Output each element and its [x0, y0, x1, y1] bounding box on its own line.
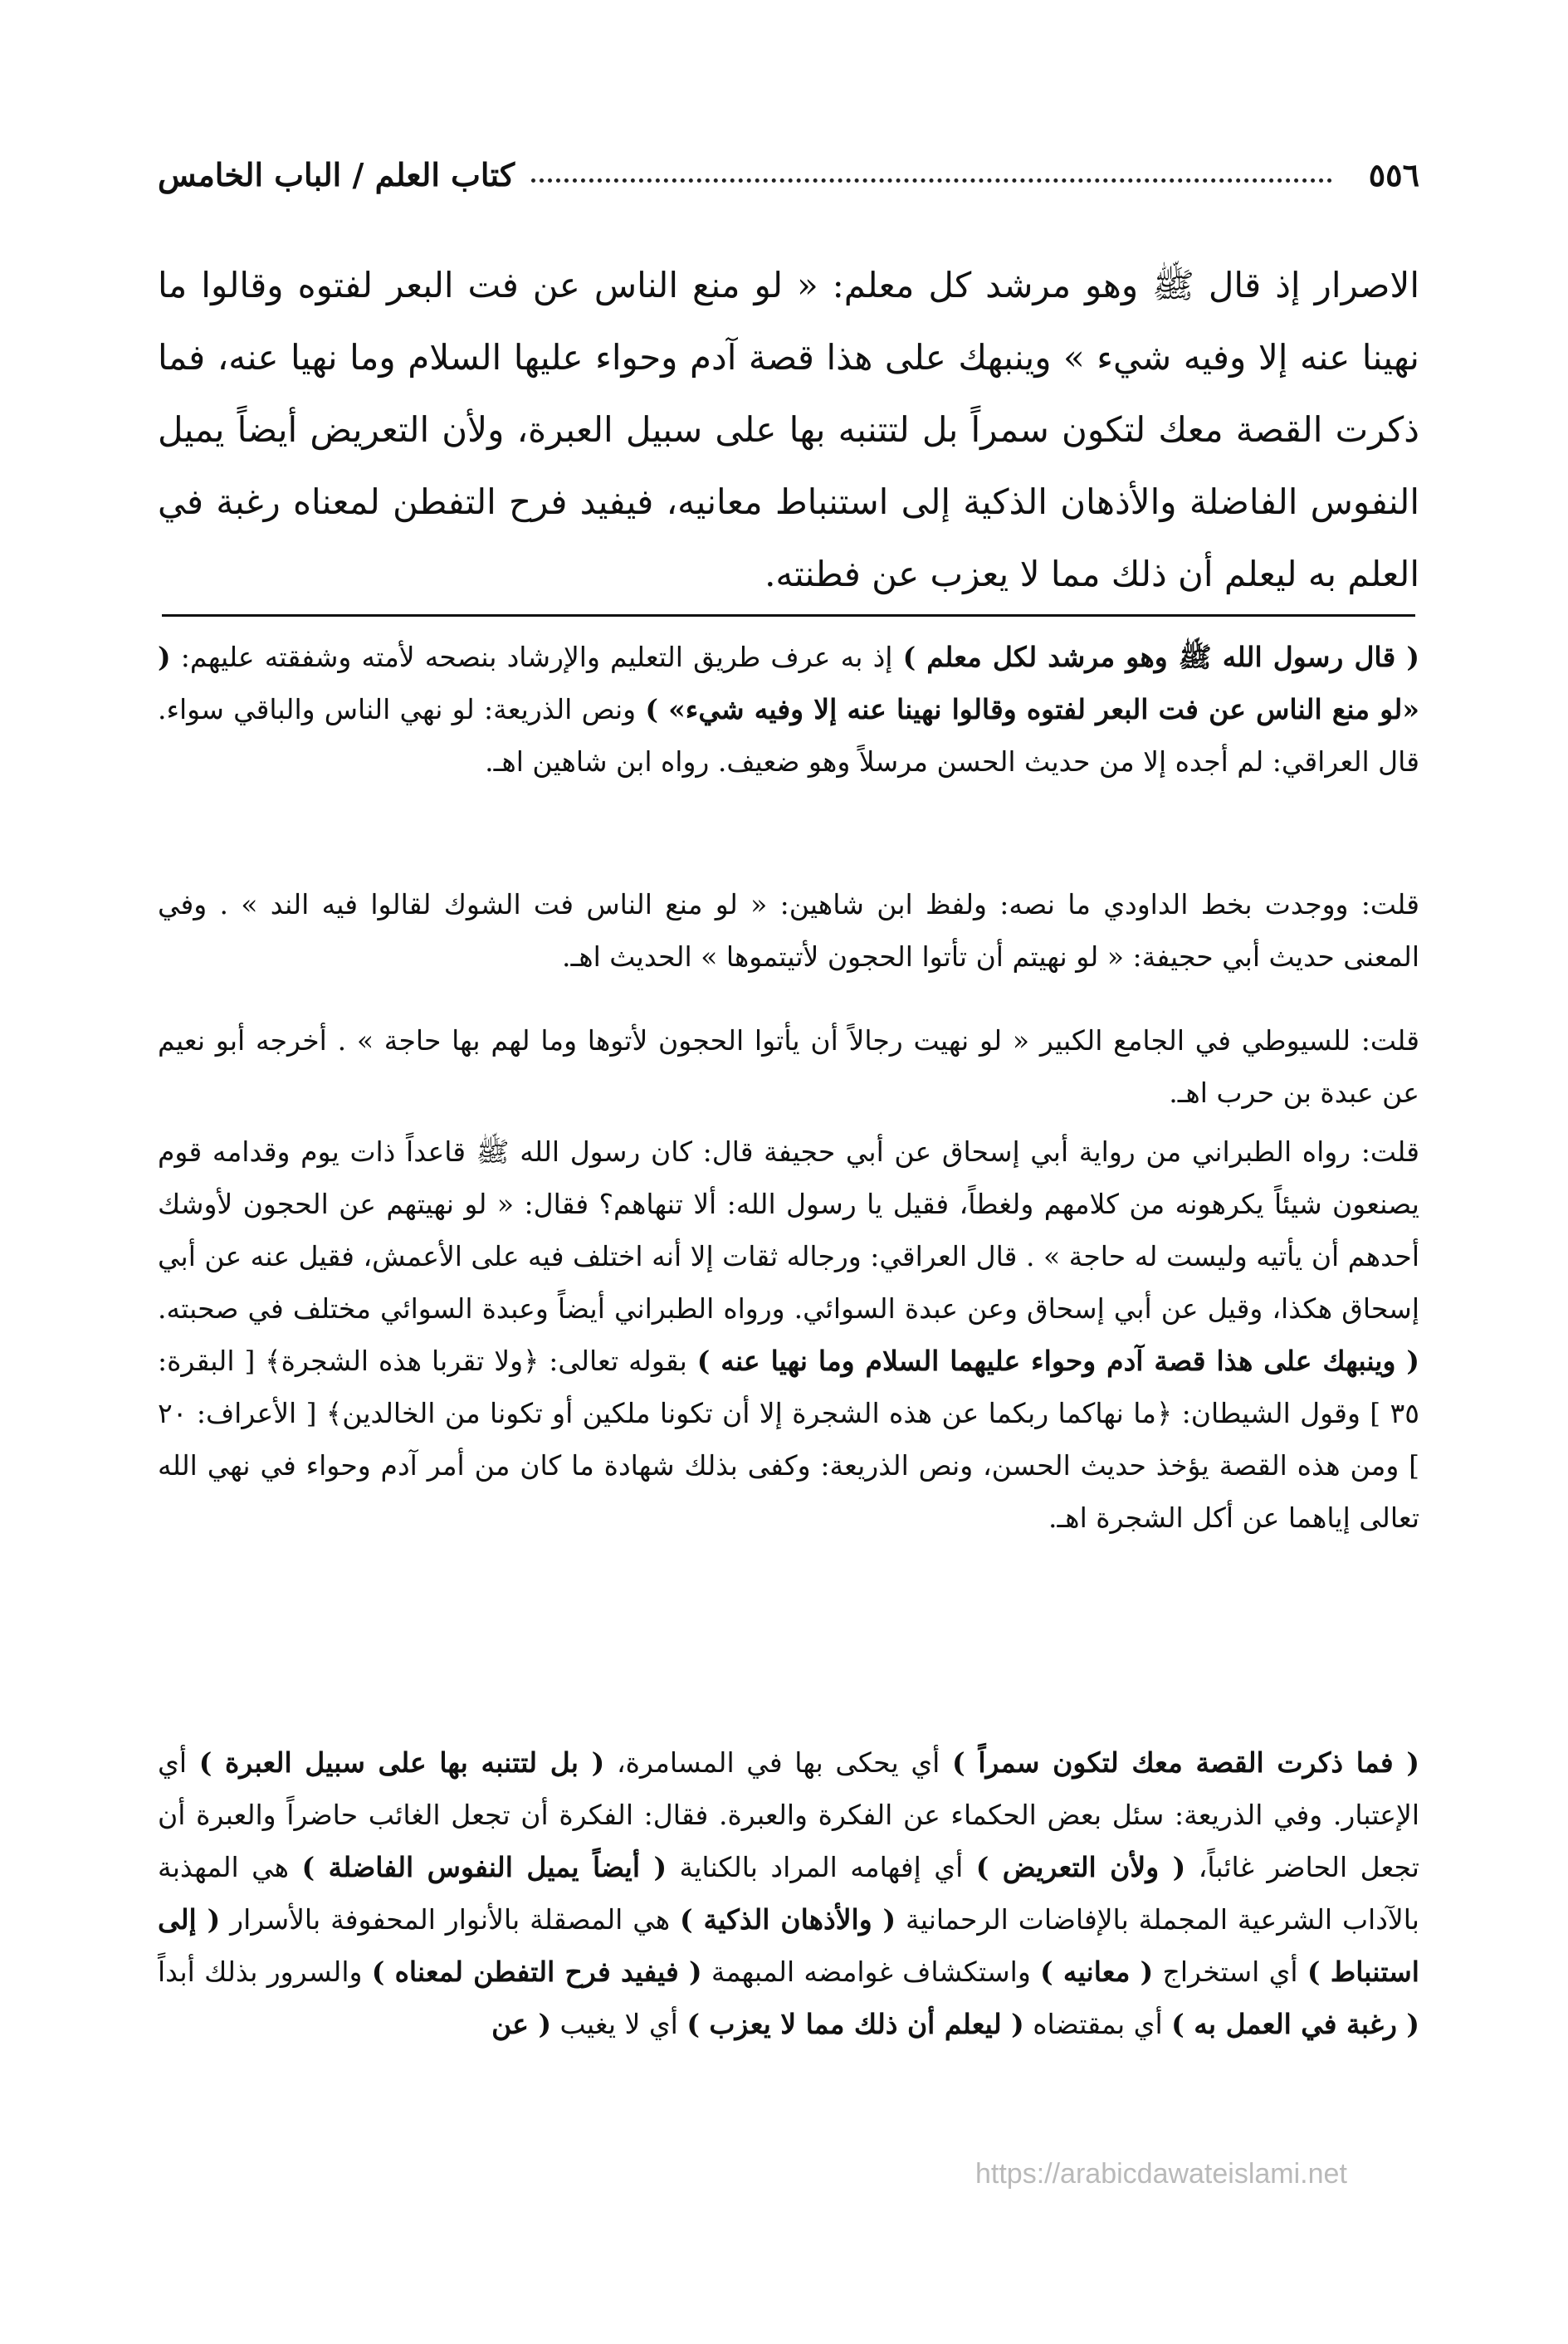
commentary-text: أي يحكى بها في المسامرة، — [604, 1746, 953, 1779]
commentary-text: بقوله تعالى: ﴿ولا تقربا هذه الشجرة﴾ [ البقرة: ٣٥ ] وقول الشيطان: ﴿ما نهاكما ربكما عن هذه الشجرة إلا أن تكونا ملكين أو تكونا من الخالدين﴾ [ الأعراف: ٢٠ ] ومن هذه القصة يؤخذ حديث الحسن، ونص الذريعة: وكفى بذلك شهادة ما كان من أمر آدم وحواء في نهي الله تعالى إياهما عن أكل الشجرة اهـ. — [158, 1345, 1419, 1534]
commentary-text: قلت: ووجدت بخط الداودي ما نصه: ولفظ ابن شاهين: « لو منع الناس فت الشوك لقالوا فيه الند » . وفي المعنى حديث أبي حجيفة: « لو نهيتم أن تأتوا الحجون لأتيتموها » الحديث اهـ. — [158, 888, 1419, 973]
commentary-text: قلت: للسيوطي في الجامع الكبير « لو نهيت رجالاً أن يأتوا الحجون لأتوها وما لهم بها حاجة » . أخرجه أبو نعيم عن عبدة بن حرب اهـ. — [158, 1024, 1419, 1109]
commentary-text: أي إفهامه المراد بالكناية — [667, 1851, 976, 1883]
running-header — [158, 141, 1419, 208]
footnote-divider — [162, 614, 1415, 617]
chapter-title: كتاب العلم / الباب الخامس — [158, 155, 515, 193]
quoted-hadith: ( «لو منع الناس عن فت البعر لفتوه وقالوا نهينا عنه إلا وفيه شيء» ) — [158, 641, 1419, 725]
quoted-matn: ( عن — [491, 2008, 552, 2040]
quoted-matn: ( ليعلم أن ذلك مما لا يعزب ) — [686, 2008, 1024, 2040]
commentary-text: هي المهذبة بالآداب الشرعية المجملة بالإفاضات الرحمانية — [158, 1851, 1419, 1936]
quoted-matn: ( قال رسول الله ﷺ وهو مرشد لكل معلم ) — [902, 641, 1419, 673]
site-watermark: https://arabicdawateislami.net — [975, 2158, 1347, 2190]
commentary-text: أي الإعتبار. وفي الذريعة: سئل بعض الحكماء عن الفكرة والعبرة. فقال: الفكرة أن تجعل الغائب حاضراً والعبرة أن تجعل الحاضر غائباً، — [158, 1746, 1419, 1883]
commentary-paragraph-5 — [158, 1736, 1419, 2050]
commentary-text: أي استخراج — [1153, 1956, 1307, 1988]
quoted-matn: ( فيفيد فرح التفطن لمعناه ) — [371, 1956, 702, 1988]
quoted-matn: ( ولأن التعريض ) — [975, 1851, 1186, 1883]
quoted-matn: ( فما ذكرت القصة معك لتكون سمراً ) — [952, 1746, 1419, 1779]
quoted-matn: ( رغبة في العمل به ) — [1171, 2008, 1419, 2040]
commentary-text: واستكشاف غوامضه المبهمة — [701, 1956, 1041, 1988]
quoted-matn: ( أيضاً يميل النفوس الفاضلة ) — [301, 1851, 667, 1883]
commentary-text: إذ به عرف طريق التعليم والإرشاد بنصحه لأمته وشفقته عليهم: — [170, 641, 903, 673]
quoted-matn: ( والأذهان الذكية ) — [680, 1903, 896, 1936]
commentary-paragraph-2 — [158, 878, 1419, 983]
commentary-text: قلت: رواه الطبراني من رواية أبي إسحاق عن أبي حجيفة قال: كان رسول الله ﷺ قاعداً ذات يوم وقدامه قوم يصنعون شيئاً يكرهونه من كلامهم ولغطاً، فقيل يا رسول الله: ألا تنهاهم؟ فقال: « لو نهيتهم عن الحجون لأوشك أحدهم أن يأتيه وليست له حاجة » . قال العراقي: ورجاله ثقات إلا أنه اختلف فيه على الأعمش، فقيل عنه عن أبي إسحاق هكذا، وقيل عن أبي إسحاق وعن عبدة السوائي. ورواه الطبراني أيضاً وعبدة السوائي مختلف في صحبته. — [158, 1135, 1419, 1325]
commentary-paragraph-1 — [158, 631, 1419, 788]
commentary-text: هي المصقلة بالأنوار المحفوفة بالأسرار — [220, 1903, 681, 1936]
quoted-matn: ( إلى استنباط ) — [158, 1903, 1419, 1988]
quoted-matn: ( بل لتتنبه بها على سبيل العبرة ) — [198, 1746, 605, 1779]
quoted-matn: ( معانيه ) — [1040, 1956, 1154, 1988]
main-text: الاصرار إذ قال ﷺ وهو مرشد كل معلم: « لو منع الناس عن فت البعر لفتوه وقالوا ما نهينا عنه إلا وفيه شيء » وينبهك على هذا قصة آدم وحواء عليها السلام وما نهيا عنه، فما ذكرت القصة معك لتكون سمراً بل لتتنبه بها على سبيل العبرة، ولأن التعريض أيضاً يميل النفوس الفاضلة والأذهان الذكية إلى استنباط معانيه، فيفيد فرح التفطن لمعناه رغبة في العلم به ليعلم أن ذلك مما لا يعزب عن فطنته. — [158, 265, 1419, 594]
commentary-text: ونص الذريعة: لو نهي الناس والباقي سواء. قال العراقي: لم أجده إلا من حديث الحسن مرسلاً وهو ضعيف. رواه ابن شاهين اهـ. — [158, 693, 1419, 778]
commentary-paragraph-4 — [158, 1126, 1419, 1544]
page-number: ٥٥٦ — [1368, 155, 1419, 193]
commentary-paragraph-3 — [158, 1014, 1419, 1119]
commentary-text: أي لا يغيب — [551, 2008, 687, 2040]
commentary-text: أي بمقتضاه — [1023, 2008, 1172, 2040]
commentary-text: والسرور بذلك أبداً — [158, 1956, 372, 1988]
header-dotted-leader — [531, 178, 1332, 183]
quoted-matn: ( وينبهك على هذا قصة آدم وحواء عليهما السلام وما نهيا عنه ) — [696, 1345, 1419, 1377]
